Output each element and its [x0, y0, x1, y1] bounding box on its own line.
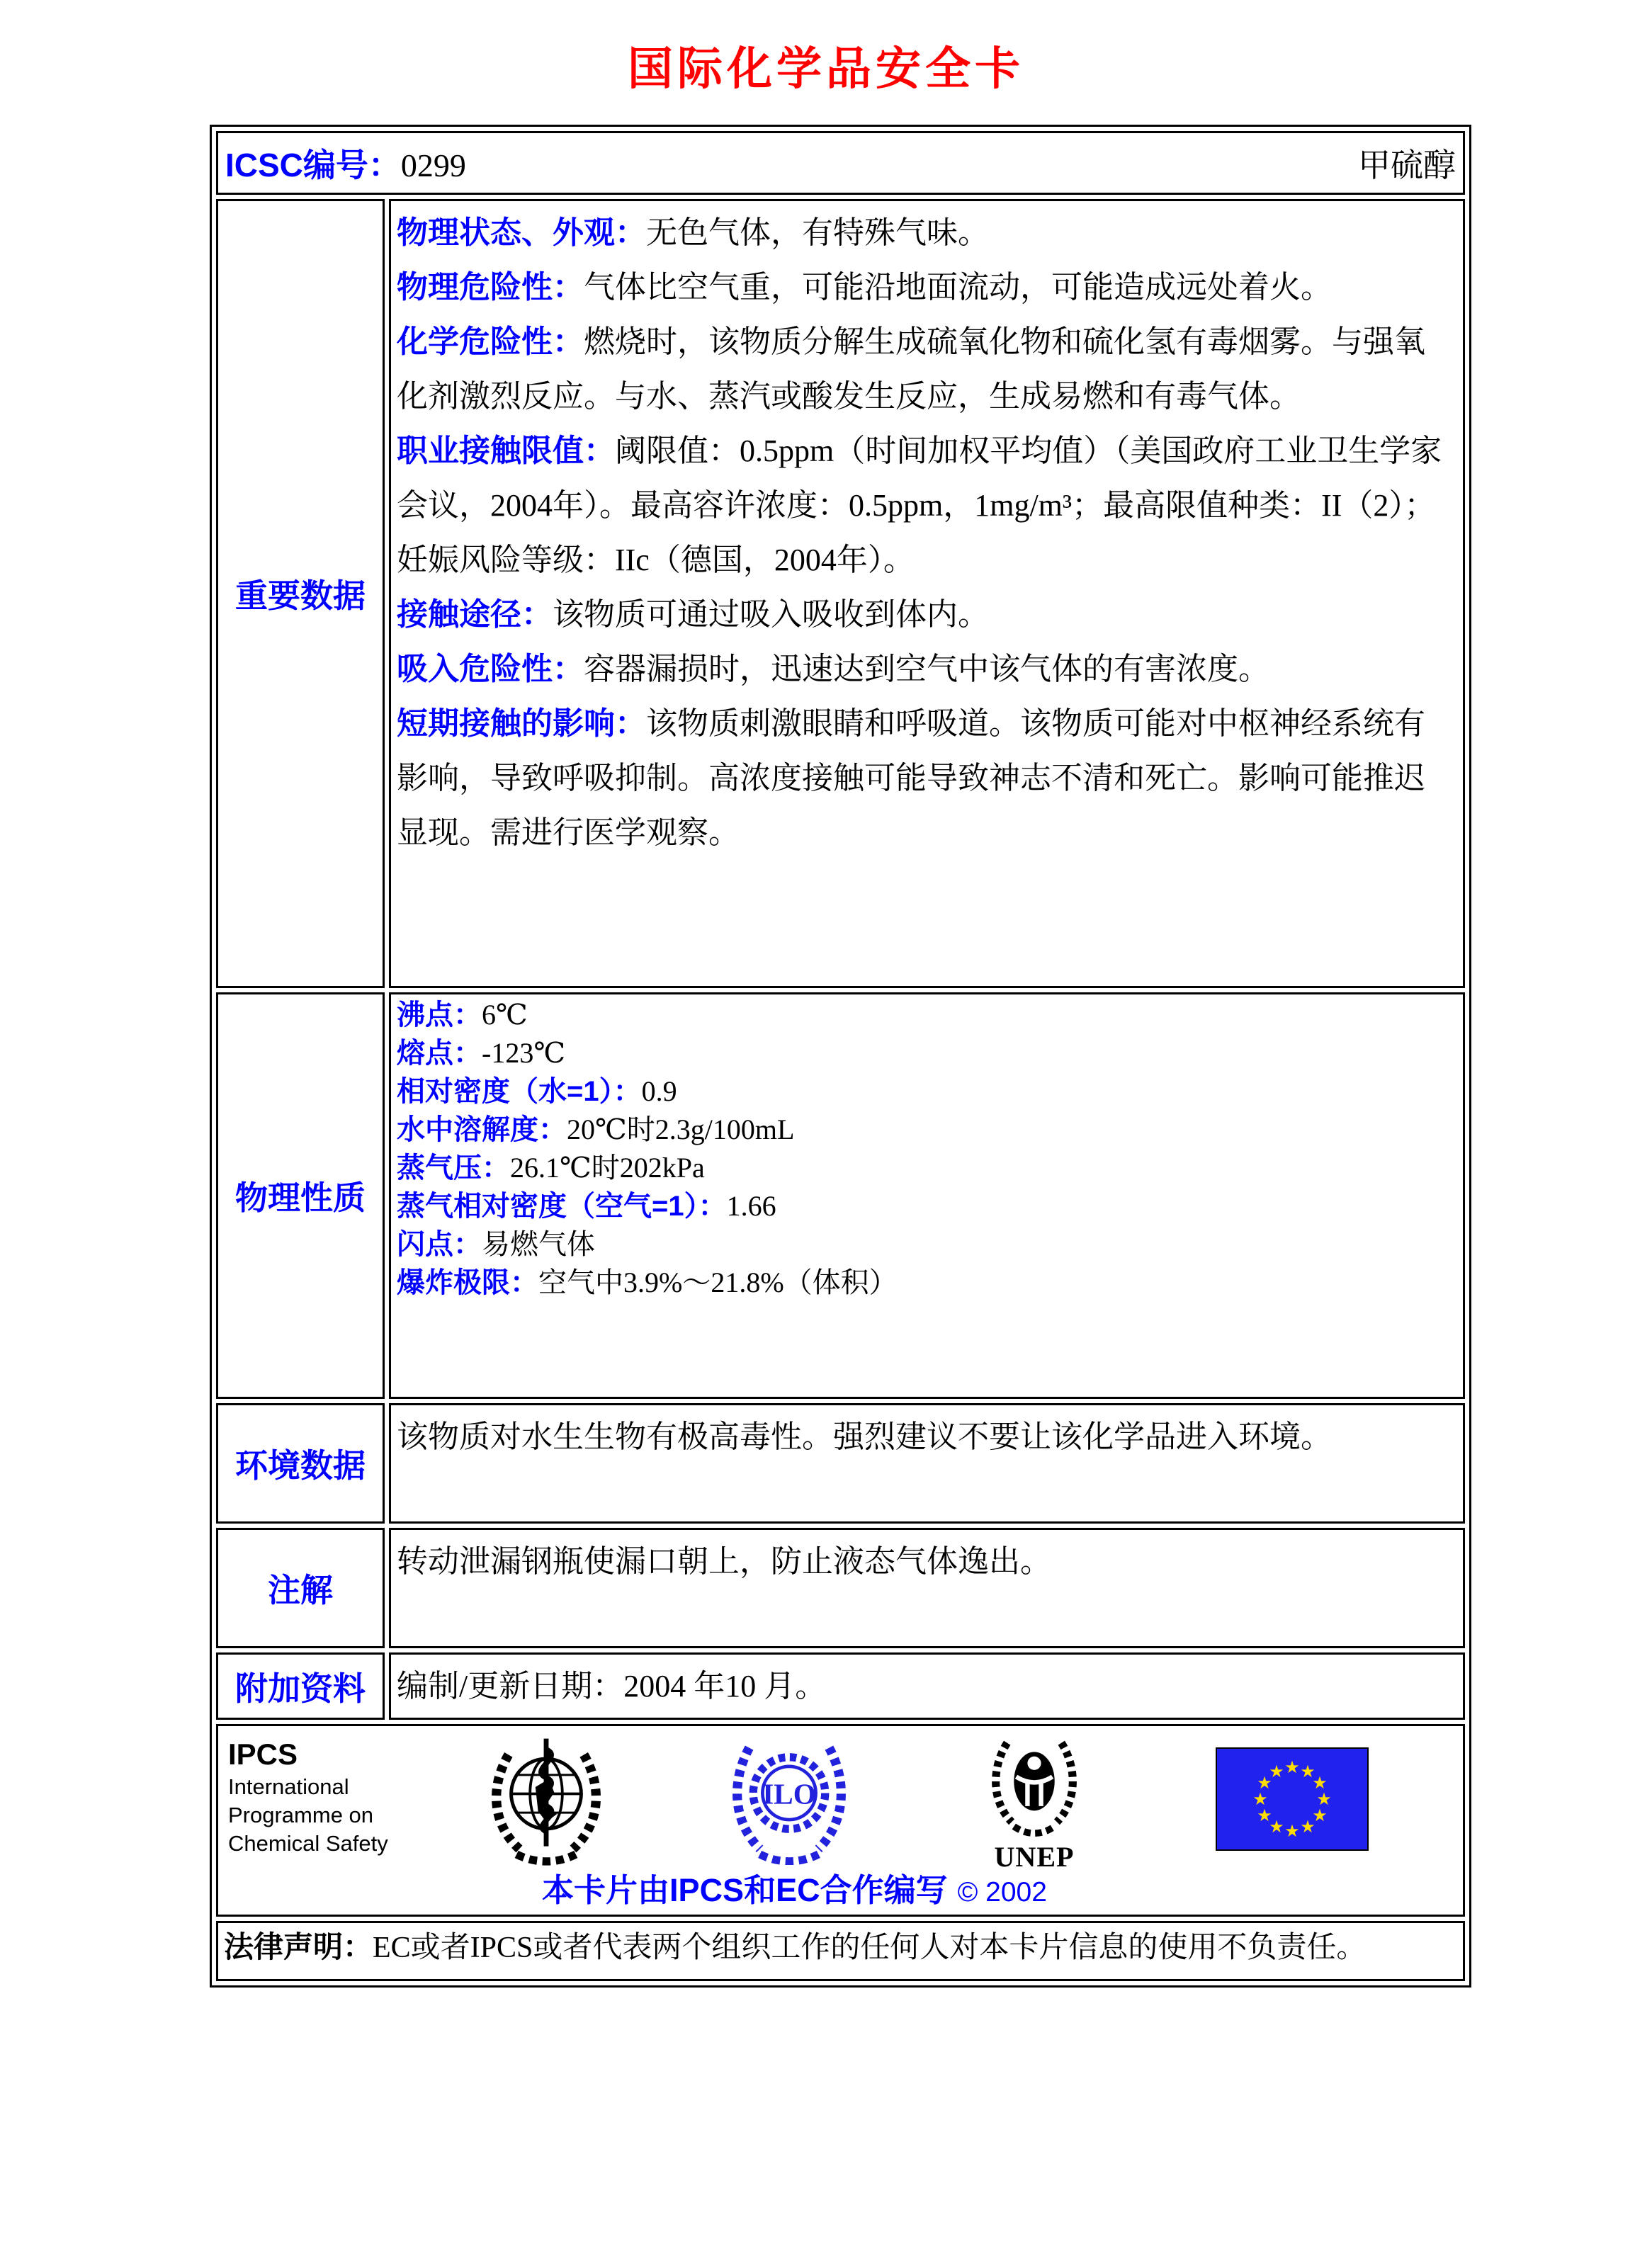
- eu-star: ★: [1257, 1774, 1272, 1793]
- physical-item-label: 蒸气压：: [397, 1152, 510, 1184]
- important-item-label: 接触途径：: [397, 597, 553, 632]
- ipcs-subtitle-line: Chemical Safety: [228, 1831, 388, 1856]
- footer-copyright: © 2002: [957, 1877, 1047, 1907]
- important-item-label: 化学危险性：: [397, 324, 584, 359]
- important-item-text: 阈限值：0.5ppm（时间加权平均值）（美国政府工业卫生学家会议，2004年）。最高容许浓度：0.5ppm，1mg/m³；最高限值种类：II（2）；妊娠风险等级：IIc（德国，2004年）。: [397, 433, 1442, 577]
- physical-item: [397, 996, 1456, 1034]
- eu-star: ★: [1312, 1807, 1328, 1825]
- eu-star: ★: [1312, 1774, 1328, 1793]
- footer-caption: [218, 1864, 1371, 1910]
- additional-info-row: [216, 1652, 1465, 1720]
- eu-star: ★: [1300, 1763, 1316, 1781]
- physical-item-label: 水中溶解度：: [397, 1114, 567, 1145]
- unep-logo-icon: [978, 1736, 1091, 1842]
- physical-item-text: 1.66: [726, 1190, 776, 1222]
- physical-item-text: 6℃: [482, 999, 528, 1031]
- physical-properties-row: [216, 992, 1465, 1399]
- important-data-content: [389, 199, 1465, 988]
- icsc-number-group: [225, 140, 466, 186]
- notes-content: 转动泄漏钢瓶使漏口朝上，防止液态气体逸出。: [389, 1528, 1465, 1648]
- eu-star: ★: [1257, 1807, 1272, 1825]
- notes-row-label: 注解: [216, 1528, 385, 1648]
- environment-content: 该物质对水生生物有极高毒性。强烈建议不要让该化学品进入环境。: [389, 1403, 1465, 1524]
- physical-item: [397, 1072, 1456, 1111]
- physical-item-label: 蒸气相对密度（空气=1）：: [397, 1191, 727, 1222]
- page-title: 国际化学品安全卡: [628, 43, 1024, 94]
- additional-info-row-label: 附加资料: [216, 1652, 385, 1720]
- eu-star: ★: [1252, 1791, 1268, 1809]
- physical-item-text: 易燃气体: [482, 1228, 595, 1260]
- eu-flag-icon: [1216, 1747, 1369, 1851]
- important-item-label: 物理状态、外观：: [397, 215, 646, 250]
- important-item-text: 容器漏损时，迅速达到空气中该气体的有害浓度。: [584, 652, 1269, 686]
- environment-row-label: 环境数据: [216, 1403, 385, 1524]
- important-item-text: 燃烧时，该物质分解生成硫氧化物和硫化氢有毒烟雾。与强氧化剂激烈反应。与水、蒸汽或酸发生反应，生成易燃和有毒气体。: [397, 324, 1425, 414]
- physical-item-text: -123℃: [482, 1037, 566, 1069]
- unep-logo: [978, 1736, 1091, 1872]
- legal-text: EC或者IPCS或者代表两个组织工作的任何人对本卡片信息的使用不负责任。: [373, 1932, 1367, 1964]
- ipcs-subtitle-line: International: [228, 1774, 349, 1799]
- ipcs-title: IPCS: [228, 1737, 298, 1771]
- important-item-label: 物理危险性：: [397, 270, 584, 305]
- unep-label: UNEP: [994, 1841, 1075, 1873]
- important-item: [397, 587, 1456, 642]
- physical-properties-row-label: 物理性质: [216, 992, 385, 1399]
- ipcs-subtitle-line: Programme on: [228, 1803, 374, 1827]
- important-item: [397, 314, 1456, 424]
- important-item-text: 气体比空气重，可能沿地面流动，可能造成远处着火。: [584, 270, 1332, 305]
- physical-item-text: 空气中3.9%～21.8%（体积）: [538, 1266, 898, 1298]
- physical-item: [397, 1187, 1456, 1225]
- header-cell: [216, 131, 1465, 195]
- ilo-letters: ILO: [762, 1777, 816, 1810]
- who-logo-icon: [479, 1733, 613, 1868]
- ilo-logo-icon: [723, 1732, 856, 1865]
- eu-star: ★: [1300, 1818, 1316, 1837]
- eu-star: ★: [1316, 1791, 1332, 1809]
- important-item-text: 无色气体，有特殊气味。: [646, 215, 989, 250]
- important-item: [397, 205, 1456, 260]
- physical-item: [397, 1111, 1456, 1149]
- physical-item-text: 0.9: [641, 1075, 677, 1107]
- physical-item-label: 相对密度（水=1）：: [397, 1076, 642, 1107]
- important-item: [397, 260, 1456, 314]
- logos-row: [216, 1724, 1465, 1917]
- additional-info-content: 编制/更新日期：2004 年10 月。: [389, 1652, 1465, 1720]
- important-item: [397, 642, 1456, 696]
- important-item-label: 短期接触的影响：: [397, 706, 646, 741]
- important-item-label: 职业接触限值：: [397, 433, 615, 468]
- physical-item-label: 爆炸极限：: [397, 1267, 538, 1298]
- physical-item: [397, 1149, 1456, 1187]
- footer-caption-text: 本卡片由IPCS和EC合作编写: [542, 1872, 948, 1908]
- physical-item: [397, 1264, 1456, 1302]
- icsc-number-value: 0299: [400, 147, 466, 183]
- important-item-text: 该物质可通过吸入吸收到体内。: [553, 597, 989, 632]
- important-data-row-label: 重要数据: [216, 199, 385, 988]
- eu-star: ★: [1284, 1759, 1300, 1777]
- legal-label: 法律声明：: [224, 1930, 373, 1963]
- physical-properties-content: [389, 992, 1465, 1399]
- icsc-card-table: [210, 125, 1471, 1988]
- important-item-text: 该物质刺激眼睛和呼吸道。该物质可能对中枢神经系统有影响，导致呼吸抑制。高浓度接触可能导致神志不清和死亡。影响可能推迟显现。需进行医学观察。: [397, 706, 1425, 850]
- eu-star: ★: [1284, 1822, 1300, 1841]
- important-item-label: 吸入危险性：: [397, 652, 584, 686]
- chemical-name: 甲硫醇: [1358, 147, 1456, 183]
- physical-item-label: 沸点：: [397, 999, 482, 1031]
- header-row: [216, 131, 1465, 195]
- important-item: [397, 696, 1456, 860]
- physical-item-label: 闪点：: [397, 1229, 482, 1260]
- important-data-row: [216, 199, 1465, 988]
- physical-item: [397, 1034, 1456, 1072]
- legal-cell: [216, 1921, 1465, 1981]
- environment-row: [216, 1403, 1465, 1524]
- ipcs-text-block: [228, 1736, 388, 1858]
- important-item: [397, 424, 1456, 587]
- physical-item: [397, 1225, 1456, 1264]
- eu-star: ★: [1269, 1818, 1284, 1837]
- physical-item-text: 26.1℃时202kPa: [510, 1152, 705, 1184]
- notes-row: [216, 1528, 1465, 1648]
- eu-star: ★: [1269, 1763, 1284, 1781]
- icsc-number-label: ICSC编号：: [225, 147, 401, 183]
- logos-cell: [216, 1724, 1465, 1917]
- physical-item-label: 熔点：: [397, 1038, 482, 1069]
- legal-row: [216, 1921, 1465, 1981]
- physical-item-text: 20℃时2.3g/100mL: [567, 1113, 795, 1145]
